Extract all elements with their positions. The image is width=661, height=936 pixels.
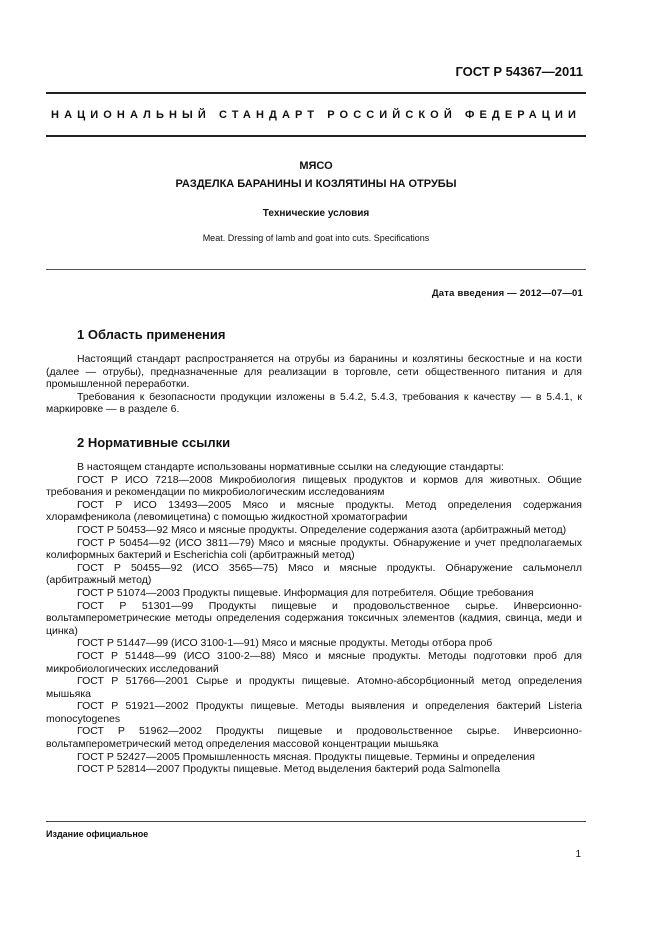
- document-number: ГОСТ Р 54367—2011: [455, 64, 583, 79]
- edition-label: Издание официальное: [46, 829, 149, 839]
- reference-item: ГОСТ Р 52814—2007 Продукты пищевые. Метод выделения бактерий рода Salmonella: [77, 763, 501, 776]
- title-rule: [46, 269, 586, 270]
- reference-item: ГОСТ Р 50453—92 Мясо и мясные продукты. Определение содержания азота (арбитражный метод): [77, 523, 567, 536]
- top-rule: [46, 92, 586, 94]
- title-line-1: МЯСО: [299, 160, 333, 172]
- title-line-2: РАЗДЕЛКА БАРАНИНЫ И КОЗЛЯТИНЫ НА ОТРУБЫ: [175, 178, 457, 190]
- reference-item: ГОСТ Р ИСО 13493—2005 Мясо и мясные продукты. Метод определения содержания хлорамфеникола (левомицетина) с помощью жидкостной хроматографии: [46, 498, 582, 524]
- page-number: 1: [575, 849, 581, 860]
- reference-item: ГОСТ Р 51074—2003 Продукты пищевые. Информация для потребителя. Общие требования: [77, 586, 534, 599]
- reference-item: ГОСТ Р 51962—2002 Продукты пищевые и продовольственное сырье. Инверсионно-вольтамперометрический метод определения массовой концентрации мышьяка: [46, 725, 582, 751]
- section-2-body: [46, 461, 582, 776]
- reference-item: ГОСТ Р 50455—92 (ИСО 3565—75) Мясо и мясные продукты. Обнаружение сальмонелл (арбитражный метод): [46, 561, 582, 587]
- title-english: Meat. Dressing of lamb and goat into cuts. Specifications: [202, 233, 430, 243]
- reference-item: ГОСТ Р ИСО 7218—2008 Микробиология пищевых продуктов и кормов для животных. Общие требования и рекомендации по микробиологическим исследованиям: [46, 473, 582, 499]
- reference-item: ГОСТ Р 51921—2002 Продукты пищевые. Методы выявления и определения бактерий Listeria monocytogenes: [46, 700, 582, 725]
- section-1-paragraph: Требования к безопасности продукции изложены в 5.4.2, 5.4.3, требования к качеству — в 5.4.1, к маркировке — в разделе 6.: [46, 390, 582, 416]
- section-1-paragraph: Настоящий стандарт распространяется на отрубы из баранины и козлятины бескостные и на кости (далее — отрубы), предназначенные для реализации в торговле, сети общественного питания и для промышленной переработки.: [46, 353, 582, 391]
- reference-item: ГОСТ Р 50454—92 (ИСО 3811—79) Мясо и мясные продукты. Обнаружение и учет предполагаемых колиформных бактерий и Escherichia coli (арбитражный метод): [46, 536, 582, 562]
- reference-item: ГОСТ Р 51301—99 Продукты пищевые и продовольственное сырье. Инверсионно-вольтамперометрические методы определения содержания токсичных элементов (кадмия, свинца, меди и цинка): [46, 599, 582, 637]
- section-1-heading: 1 Область применения: [77, 327, 226, 342]
- references-intro: В настоящем стандарте использованы нормативные ссылки на следующие стандарты:: [77, 461, 504, 473]
- footer-rule: [46, 821, 586, 822]
- reference-item: ГОСТ Р 51766—2001 Сырье и продукты пищевые. Атомно-абсорбционный метод определения мышьяка: [46, 675, 582, 700]
- reference-item: ГОСТ Р 52427—2005 Промышленность мясная. Продукты пищевые. Термины и определения: [77, 750, 535, 763]
- reference-item: ГОСТ Р 51447—99 (ИСО 3100-1—91) Мясо и мясные продукты. Методы отбора проб: [77, 637, 493, 650]
- title-subtitle: Технические условия: [262, 208, 370, 219]
- reference-item: ГОСТ Р 51448—99 (ИСО 3100-2—88) Мясо и мясные продукты. Методы подготовки проб для микробиологических исследований: [46, 649, 582, 675]
- banner-rule: [46, 135, 586, 137]
- national-standard-banner: НАЦИОНАЛЬНЫЙ СТАНДАРТ РОССИЙСКОЙ ФЕДЕРАЦИИ: [51, 109, 581, 121]
- introduction-date: Дата введения — 2012—07—01: [431, 288, 583, 299]
- section-2-heading: 2 Нормативные ссылки: [77, 435, 231, 450]
- section-1-body: [46, 353, 582, 416]
